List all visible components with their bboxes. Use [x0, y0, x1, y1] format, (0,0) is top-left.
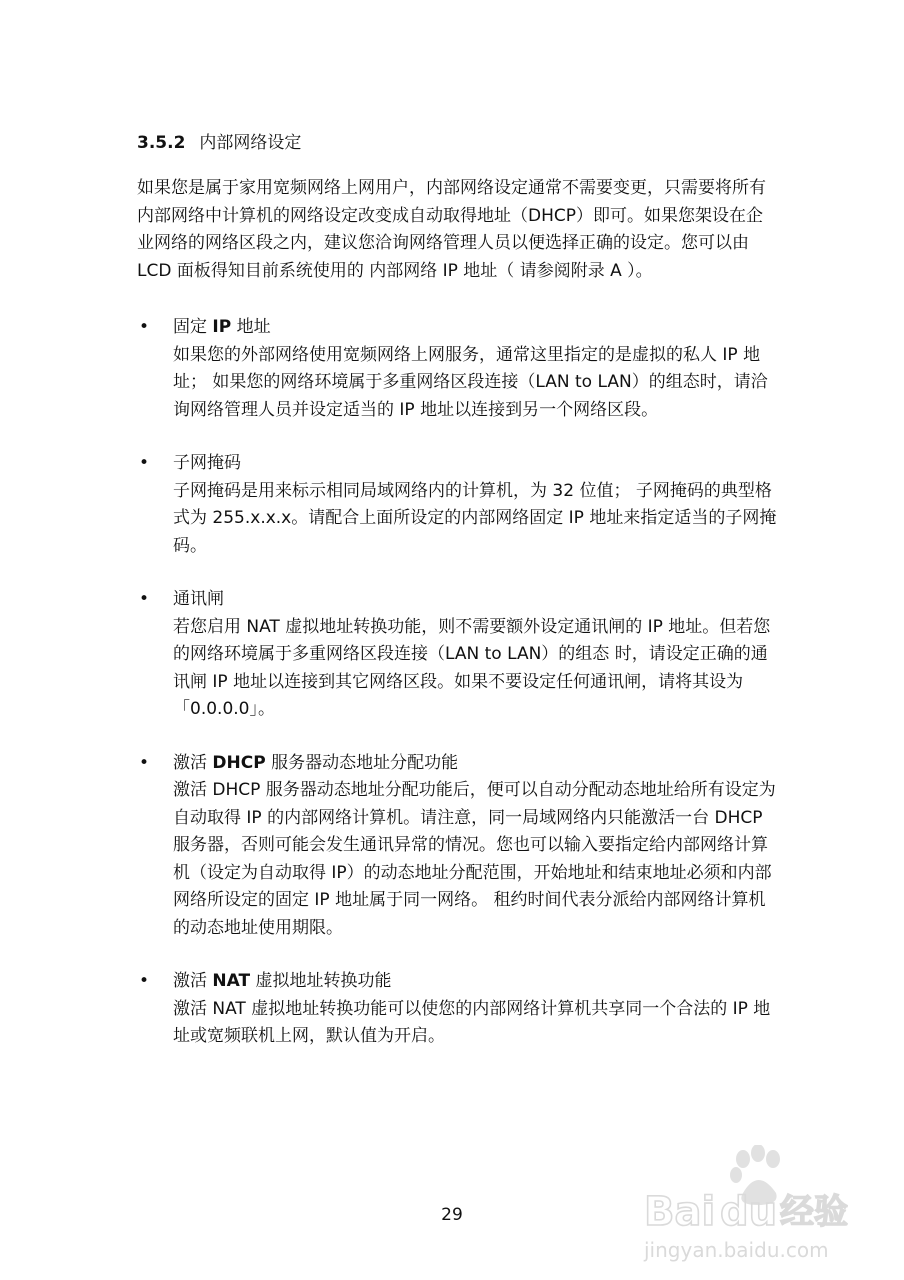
- item-title: 激活 NAT 虚拟地址转换功能: [173, 971, 392, 991]
- intro-text: 如果您是属于家用宽频网络上网用户，内部网络设定通常不需要变更，只需要将所有内部网络中计算机的网络设定改变成自动取得地址（DHCP）即可。如果您架设在企业网络的网络区段之内，建议您洽询网络管理人员以便选择正确的设定。您可以由 LCD 面板得知目前系统使用的 内部网络 IP 地址（ 请参阅附录 A ）。: [137, 178, 766, 281]
- section-heading: [137, 130, 301, 156]
- bullet-icon: •: [138, 971, 150, 991]
- bullet-icon: •: [138, 589, 150, 609]
- svg-text:jingyan.baidu.com: jingyan.baidu.com: [644, 1238, 829, 1262]
- list-item: [137, 968, 777, 1051]
- item-description: 若您启用 NAT 虚拟地址转换功能，则不需要额外设定通讯闸的 IP 地址。但若您的网络环境属于多重网络区段连接（LAN to LAN）的组态 时，请设定正确的通讯闸 IP 地址以连接到其它网络区段。如果不要设定任何通讯闸，请将其设为「0.0.0.0」。: [173, 616, 771, 719]
- svg-text:经验: 经验: [780, 1192, 848, 1232]
- section-number: 3.5.2: [137, 133, 186, 153]
- item-title: 子网掩码: [173, 453, 241, 473]
- item-description: 子网掩码是用来标示相同局域网络内的计算机，为 32 位值； 子网掩码的典型格式为 255.x.x.x。请配合上面所设定的内部网络固定 IP 地址来指定适当的子网掩码。: [173, 480, 777, 556]
- svg-text:Bai: Bai: [644, 1189, 716, 1235]
- list-item: [137, 750, 777, 943]
- item-title: 固定 IP 地址: [173, 317, 271, 337]
- settings-list: [137, 314, 777, 1077]
- page-number: 29: [441, 1205, 463, 1225]
- svg-text:du: du: [720, 1189, 778, 1235]
- item-description: 激活 NAT 虚拟地址转换功能可以使您的内部网络计算机共享同一个合法的 IP 地址或宽频联机上网，默认值为开启。: [173, 998, 771, 1046]
- section-title: 内部网络设定: [199, 133, 302, 153]
- list-item: [137, 314, 777, 424]
- list-item: [137, 450, 777, 560]
- bullet-icon: •: [138, 752, 150, 773]
- bullet-icon: •: [138, 317, 150, 337]
- paw-icon: [640, 1145, 885, 1270]
- item-title: 激活 DHCP 服务器动态地址分配功能: [173, 752, 459, 773]
- bullet-icon: •: [138, 453, 150, 473]
- item-description: 激活 DHCP 服务器动态地址分配功能后，便可以自动分配动态地址给所有设定为自动取得 IP 的内部网络计算机。请注意，同一局域网络内只能激活一台 DHCP 服务器，否则可能会发生通讯异常的情况。您也可以输入要指定给内部网络计算机（设定为自动取得 IP）的动态地址分配范围，开始地址和结束地址必须和内部网络所设定的固定 IP 地址属于同一网络。 租约时间代表分派给内部网络计算机的动态地址使用期限。: [173, 780, 776, 938]
- intro-paragraph: [137, 175, 777, 285]
- list-item: [137, 586, 777, 724]
- item-description: 如果您的外部网络使用宽频网络上网服务，通常这里指定的是虚拟的私人 IP 地址； 如果您的网络环境属于多重网络区段连接（LAN to LAN）的组态时，请洽询网络管理人员并设定适当的 IP 地址以连接到另一个网络区段。: [173, 344, 768, 420]
- item-title: 通讯闸: [173, 589, 224, 609]
- baidu-watermark-logo: [640, 1145, 885, 1270]
